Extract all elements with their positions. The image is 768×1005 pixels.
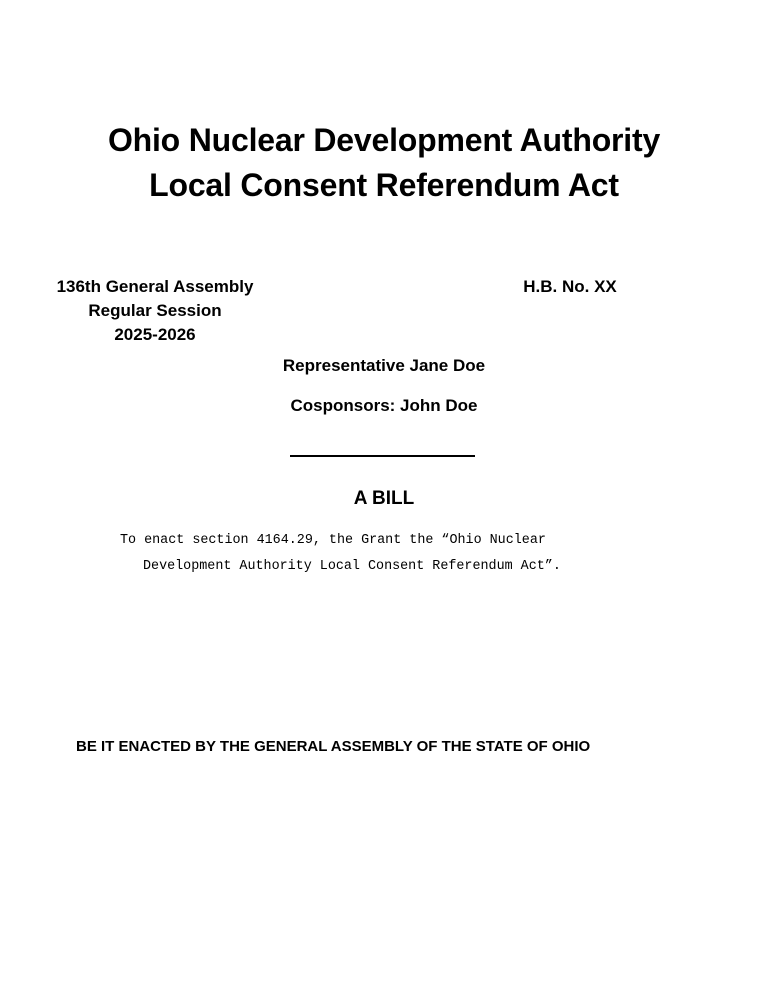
assembly-block: [40, 275, 270, 347]
bill-title-line-1: Ohio Nuclear Development Authority: [107, 122, 661, 158]
enacting-clause: BE IT ENACTED BY THE GENERAL ASSEMBLY OF THE STATE OF OHIO: [76, 738, 591, 755]
sponsor: Representative Jane Doe: [282, 356, 486, 375]
bill-number: H.B. No. XX: [523, 277, 617, 296]
general-assembly: 136th General Assembly: [56, 277, 254, 296]
bill-title-line-2: Local Consent Referendum Act: [149, 167, 619, 203]
bill-title: [0, 118, 768, 208]
session-name: Regular Session: [88, 301, 222, 320]
divider-line: [290, 455, 475, 457]
bill-purpose: To enact section 4164.29, the Grant the “Ohio Nuclear Development Authority Local Consent Referendum Act”.: [120, 533, 561, 574]
bill-heading: A BILL: [353, 488, 415, 509]
cosponsors: Cosponsors: John Doe: [290, 396, 478, 415]
session-years: 2025-2026: [114, 325, 196, 344]
